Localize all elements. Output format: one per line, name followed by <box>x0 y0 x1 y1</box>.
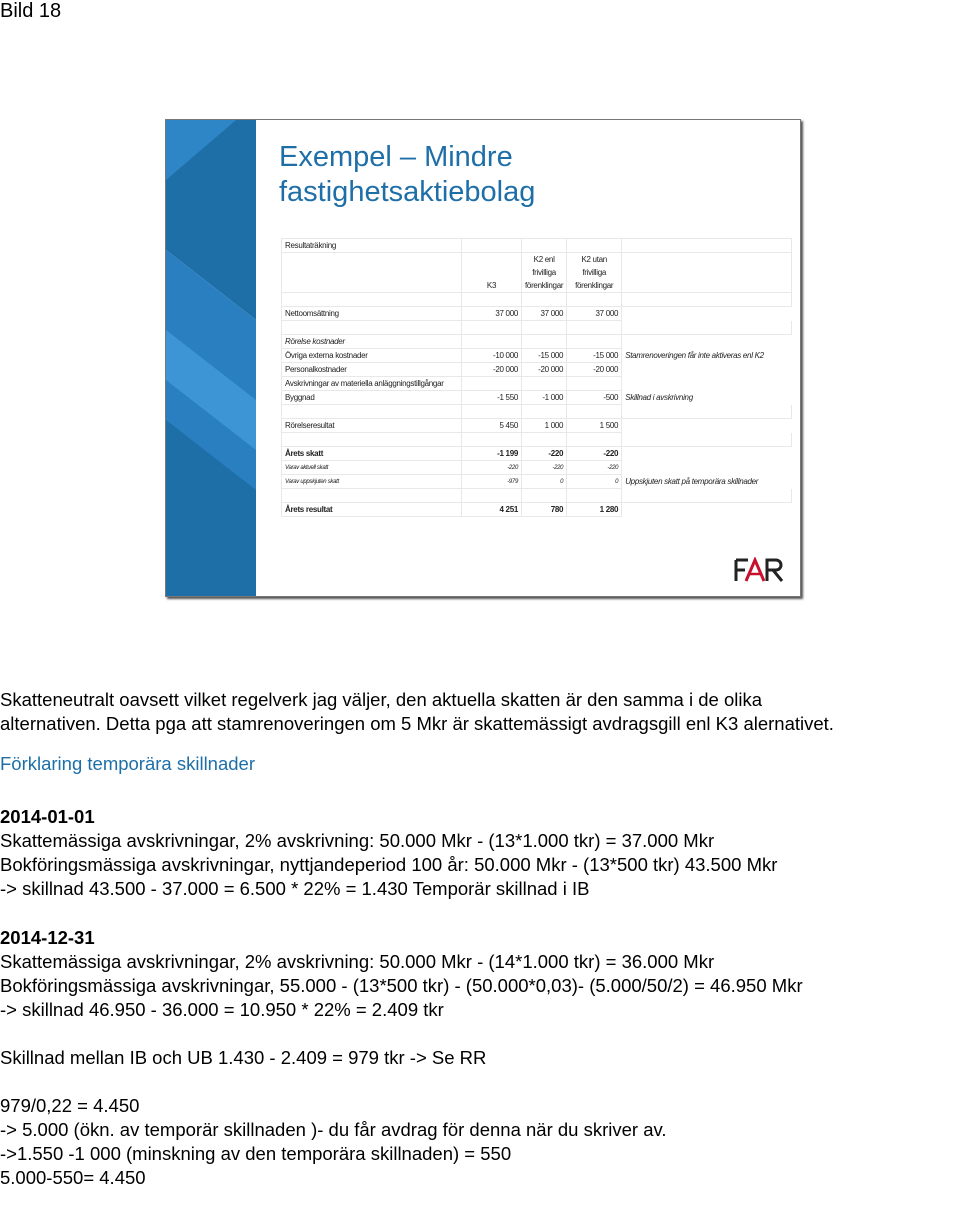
income-statement-table <box>281 238 792 517</box>
intro-line-2: alternativen. Detta pga att stamrenoveringen om 5 Mkr är skattemässigt avdragsgill enl K3 alernativet. <box>0 713 834 734</box>
calc-line-3: ->1.550 -1 000 (minskning av den temporära skillnaden) = 550 <box>0 1143 512 1164</box>
table-heading: Resultaträkning <box>282 239 462 253</box>
slide-title-line2: fastighetsaktiebolag <box>279 176 536 208</box>
d2-line-3: -> skillnad 46.950 - 36.000 = 10.950 * 22% = 2.409 tkr <box>0 999 444 1020</box>
table-row: Övriga externa kostnader -10 000 -15 000 -15 000 Stamrenoveringen får inte aktiveras enl K2 <box>282 349 792 363</box>
table-row: Personalkostnader -20 000 -20 000 -20 000 <box>282 363 792 377</box>
page-label: Bild 18 <box>0 0 62 22</box>
explanation-text <box>0 688 960 1190</box>
date-heading-2: 2014-12-31 <box>0 927 95 948</box>
d1-line-2: Bokföringsmässiga avskrivningar, nyttjandeperiod 100 år: 50.000 Mkr - (13*500 tkr) 43.500 Mkr <box>0 854 778 875</box>
table-row: Avskrivningar av materiella anläggningstillgångar <box>282 377 792 391</box>
calc-line-2: -> 5.000 (ökn. av temporär skillnaden )- du får avdrag för denna när du skriver av. <box>0 1119 667 1140</box>
far-logo <box>734 557 786 583</box>
difference-line: Skillnad mellan IB och UB 1.430 - 2.409 = 979 tkr -> Se RR <box>0 1047 487 1068</box>
slide-title <box>279 140 779 210</box>
col-header-k3: K3 <box>462 253 522 293</box>
table-row: Byggnad -1 550 -1 000 -500 Skillnad i avskrivning <box>282 391 792 405</box>
table-row: Varav uppskjuten skatt -979 0 0 Uppskjuten skatt på temporära skillnader <box>282 475 792 489</box>
table-row: Rörelseresultat 5 450 1 000 1 500 <box>282 419 792 433</box>
slide <box>165 119 801 597</box>
date-heading-1: 2014-01-01 <box>0 806 95 827</box>
d1-line-1: Skattemässiga avskrivningar, 2% avskrivning: 50.000 Mkr - (13*1.000 tkr) = 37.000 Mkr <box>0 830 715 851</box>
table-row: Årets skatt -1 199 -220 -220 <box>282 447 792 461</box>
slide-decoration <box>166 120 256 596</box>
table-row: Nettoomsättning 37 000 37 000 37 000 <box>282 307 792 321</box>
d1-line-3: -> skillnad 43.500 - 37.000 = 6.500 * 22% = 1.430 Temporär skillnad i IB <box>0 878 590 899</box>
d2-line-1: Skattemässiga avskrivningar, 2% avskrivning: 50.000 Mkr - (14*1.000 tkr) = 36.000 Mkr <box>0 951 715 972</box>
col-header-k2-utan: K2 utan frivilliga förenklingar <box>567 253 622 293</box>
intro-line-1: Skatteneutralt oavsett vilket regelverk jag väljer, den aktuella skatten är den samma i de olika <box>0 689 762 710</box>
d2-line-2: Bokföringsmässiga avskrivningar, 55.000 - (13*500 tkr) - (50.000*0,03)- (5.000/50/2) = 46.950 Mkr <box>0 975 803 996</box>
calc-line-1: 979/0,22 = 4.450 <box>0 1095 140 1116</box>
table-row: Årets resultat 4 251 780 1 280 <box>282 503 792 517</box>
slide-title-line1: Exempel – Mindre <box>279 141 513 173</box>
section-heading: Förklaring temporära skillnader <box>0 753 255 774</box>
col-header-k2-enl: K2 enl frivilliga förenklingar <box>522 253 567 293</box>
table-row: Varav aktuell skatt -220 -220 -220 <box>282 461 792 475</box>
calc-line-4: 5.000-550= 4.450 <box>0 1167 146 1188</box>
table-row: Rörelse kostnader <box>282 335 792 349</box>
